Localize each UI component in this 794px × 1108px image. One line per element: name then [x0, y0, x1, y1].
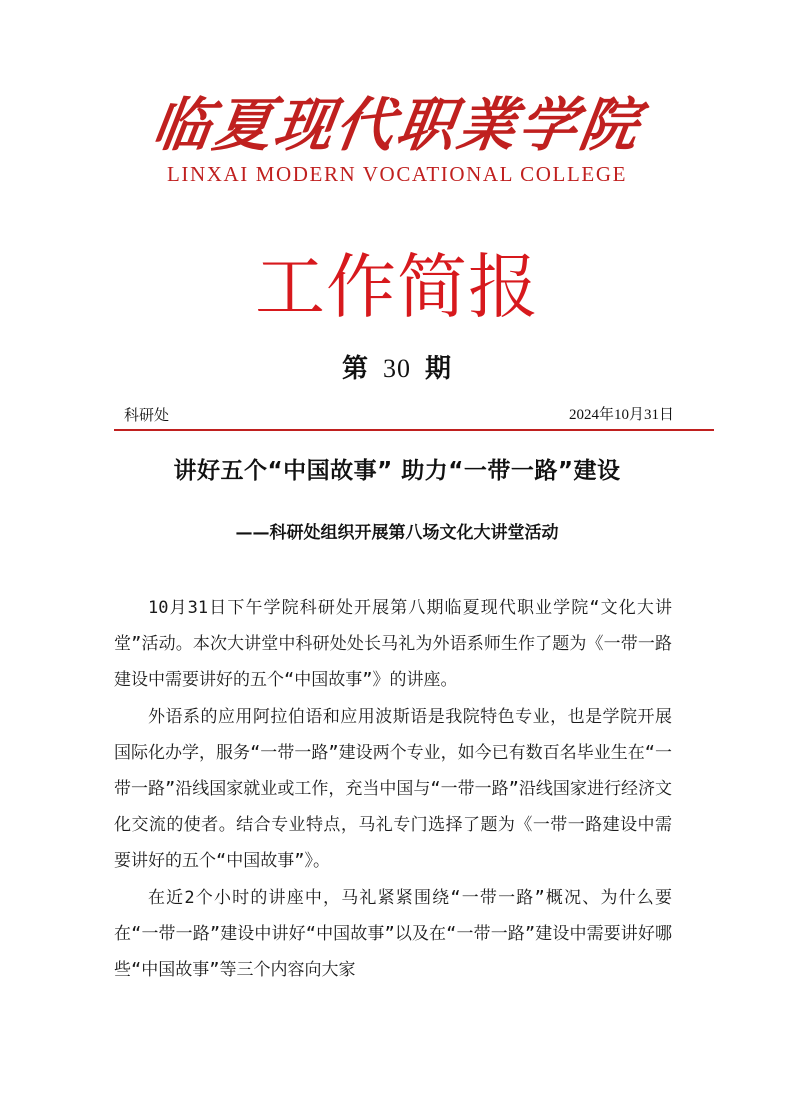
article-paragraph: 在近2个小时的讲座中，马礼紧紧围绕“一带一路”概况、为什么要在“一带一路”建设中讲好“中国故事”以及在“一带一路”建设中需要讲好哪些“中国故事”等三个内容向大家	[114, 887, 672, 981]
issue-number-line	[0, 356, 794, 382]
issue-suffix: 期	[425, 354, 453, 384]
article-paragraph: 外语系的应用阿拉伯语和应用波斯语是我院特色专业，也是学院开展国际化办学，服务“一带一路”建设两个专业，如今已有数百名毕业生在“一带一路”沿线国家就业或工作，充当中国与“一带一路”沿线国家进行经济文化交流的使者。结合专业特点，马礼专门选择了题为《一带一路建设中需要讲好的五个“中国故事”》。	[114, 706, 672, 872]
issue-date: 2024年10月31日	[568, 407, 674, 423]
article-headline: 讲好五个“中国故事” 助力“一带一路”建设	[173, 458, 621, 484]
department-label: 科研处	[124, 406, 170, 424]
header-divider	[114, 429, 714, 431]
college-name-english: LINXAI MODERN VOCATIONAL COLLEGE	[166, 162, 628, 186]
article-paragraph: 10月31日下午学院科研处开展第八期临夏现代职业学院“文化大讲堂”活动。本次大讲堂中科研处处长马礼为外语系师生作了题为《一带一路建设中需要讲好的五个“中国故事”》的讲座。	[114, 598, 672, 691]
article-body	[114, 590, 672, 988]
issue-number: 30	[383, 354, 411, 383]
issue-prefix: 第	[341, 354, 369, 384]
bulletin-title: 工作简报	[255, 246, 539, 328]
article-subheadline: ——科研处组织开展第八场文化大讲堂活动	[235, 523, 559, 543]
college-name-chinese: 临夏现代职業学院	[148, 91, 646, 159]
